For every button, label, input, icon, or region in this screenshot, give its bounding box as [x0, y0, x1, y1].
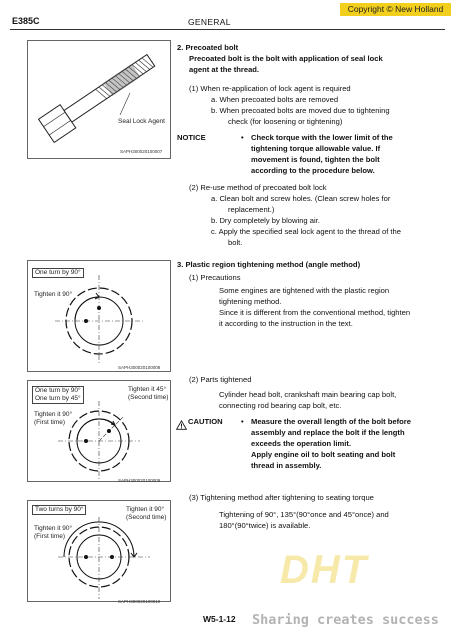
figure-code: SAPH300020100009 — [118, 478, 161, 483]
item-3-1: (1) Precautions — [189, 273, 241, 282]
precoated-bolt-drawing — [28, 41, 170, 158]
caution-bullet: • — [241, 417, 244, 426]
caution-label: CAUTION — [188, 417, 223, 426]
figure-code: SAPH300020100010 — [118, 599, 161, 604]
seal-lock-agent-label: Seal Lock Agent — [118, 118, 165, 125]
one-turn-45-label: One turn by 45° — [35, 395, 81, 402]
figure-precoated-bolt — [27, 40, 171, 159]
second-time-note: (Second time) — [126, 514, 167, 521]
item-3-3: (3) Tightening method after tightening to seating torque — [189, 493, 374, 502]
figure-one-turn-90 — [27, 260, 171, 372]
first-tighten-label — [34, 525, 72, 541]
caution-line-3: exceeds the operation limit. — [251, 439, 352, 448]
notice-line-1: Check torque with the lower limit of the — [251, 133, 393, 142]
turn-labels-box — [32, 386, 84, 404]
two-turns-label: Two turns by 90° — [32, 505, 86, 515]
item-3-1-line-4: it according to the instruction in the text. — [219, 319, 353, 328]
tighten-label: Tighten it 90° — [34, 291, 73, 298]
section-2-desc-2: agent at the thread. — [189, 65, 260, 74]
second-tighten-angle: Tighten it 90° — [126, 506, 165, 513]
item-2-2a-cont: replacement.) — [228, 205, 275, 214]
figure-code: SAPH300020100007 — [120, 149, 163, 154]
caution-line-4: Apply engine oil to bolt seating and bolt — [251, 450, 396, 459]
notice-label: NOTICE — [177, 133, 206, 142]
item-3-2: (2) Parts tightened — [189, 375, 252, 384]
watermark-logo: DHT — [280, 548, 369, 592]
caution-line-2: assembly and replace the bolt if the length — [251, 428, 405, 437]
first-time-note: (First time) — [34, 419, 66, 426]
item-2-1: (1) When re-application of lock agent is required — [189, 84, 351, 93]
notice-line-4: according to the procedure below. — [251, 166, 375, 175]
figure-90-plus-45 — [27, 380, 171, 482]
item-3-1-line-3: Since it is different from the conventional method, tighten — [219, 308, 411, 317]
item-3-2-line-2: connecting rod bearing cap bolt, etc. — [219, 401, 342, 410]
header-rule — [10, 29, 445, 30]
item-2-1a: a. When precoated bolts are removed — [211, 95, 339, 104]
second-time-note: (Second time) — [128, 394, 169, 401]
model-number: E385C — [12, 16, 40, 26]
item-3-2-line-1: Cylinder head bolt, crankshaft main bearing cap bolt, — [219, 390, 397, 399]
item-2-1b: b. When precoated bolts are moved due to tightening — [211, 106, 390, 115]
item-3-1-line-2: tightening method. — [219, 297, 282, 306]
section-2-title: 2. Precoated bolt — [177, 43, 239, 52]
notice-bullet: • — [241, 133, 244, 142]
item-2-2: (2) Re-use method of precoated bolt lock — [189, 183, 327, 192]
item-2-1b-cont: check (for loosening or tightening) — [228, 117, 343, 126]
item-2-2c-cont: bolt. — [228, 238, 243, 247]
second-tighten-label — [128, 386, 168, 402]
caution-line-5: thread in assembly. — [251, 461, 322, 470]
section-2-desc-1: Precoated bolt is the bolt with application of seal lock — [189, 54, 383, 63]
copyright-badge: Copyright © New Holland — [340, 3, 451, 16]
first-tighten-angle: Tighten it 90° — [34, 525, 73, 532]
one-turn-90-label: One turn by 90° — [35, 387, 81, 394]
caution-icon — [176, 417, 187, 435]
page-number: W5-1-12 — [203, 614, 236, 624]
notice-line-3: movement is found, tighten the bolt — [251, 155, 380, 164]
section-title: GENERAL — [188, 17, 231, 27]
notice-line-2: tightening torque allowable value. If — [251, 144, 381, 153]
item-3-3-line-1: Tightening of 90°, 135°(90°once and 45°once) and — [219, 510, 389, 519]
caution-line-1: Measure the overall length of the bolt before — [251, 417, 411, 426]
section-3-title: 3. Plastic region tightening method (angle method) — [177, 260, 361, 269]
first-tighten-angle: Tighten it 90° — [34, 411, 73, 418]
figure-two-turns-90 — [27, 500, 171, 602]
one-turn-label: One turn by 90° — [32, 268, 84, 278]
first-tighten-label — [34, 411, 72, 427]
item-3-3-line-2: 180°(90°twice) is available. — [219, 521, 311, 530]
item-3-1-line-1: Some engines are tightened with the plastic region — [219, 286, 390, 295]
first-time-note: (First time) — [34, 533, 66, 540]
item-2-2b: b. Dry completely by blowing air. — [211, 216, 320, 225]
item-2-2a: a. Clean bolt and screw holes. (Clean screw holes for — [211, 194, 391, 203]
second-tighten-label — [126, 506, 166, 522]
item-2-2c: c. Apply the specified seal lock agent to the thread of the — [211, 227, 401, 236]
second-tighten-angle: Tighten it 45° — [128, 386, 167, 393]
figure-code: SAPH300020100008 — [118, 365, 161, 370]
watermark-slogan: Sharing creates success — [252, 612, 439, 628]
